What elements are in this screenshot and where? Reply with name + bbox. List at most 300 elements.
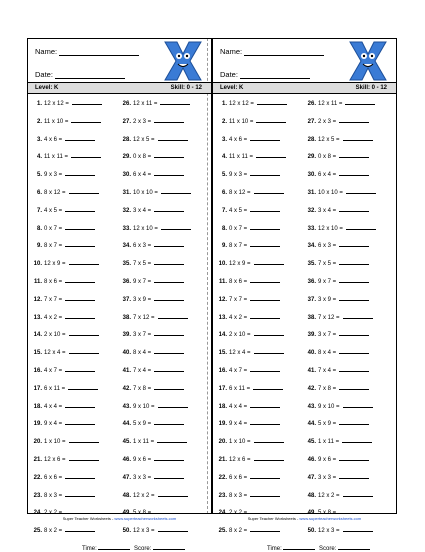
answer-line[interactable]	[339, 454, 369, 461]
header-box	[213, 39, 396, 82]
problem-number: 8.	[36, 225, 42, 232]
problem-row	[31, 312, 121, 330]
answer-line[interactable]	[250, 134, 280, 141]
problem-text: 5 x 8 =	[133, 510, 152, 517]
answer-line[interactable]	[250, 365, 280, 372]
answer-line[interactable]	[154, 116, 184, 123]
problem-text: 9 x 6 =	[133, 456, 152, 463]
answer-line[interactable]	[250, 205, 280, 212]
problem-number: 15.	[33, 350, 42, 357]
time-field[interactable]	[267, 543, 315, 552]
problem-number: 9.	[36, 243, 42, 250]
answer-line[interactable]	[154, 507, 184, 514]
answer-line[interactable]	[343, 525, 373, 532]
problem-row	[305, 134, 395, 152]
problem-text: 9 x 3 =	[229, 172, 248, 179]
answer-line[interactable]	[65, 276, 95, 283]
answer-line[interactable]	[154, 169, 184, 176]
problem-number: 30.	[307, 172, 316, 179]
problem-text: 2 x 3 =	[133, 118, 152, 125]
problem-number: 2.	[36, 118, 42, 125]
problem-text: 3 x 4 =	[318, 207, 337, 214]
problem-text: 2 x 3 =	[318, 118, 337, 125]
level-bar	[28, 82, 211, 94]
answer-line[interactable]	[339, 383, 369, 390]
problem-column-2	[120, 98, 210, 543]
answer-line[interactable]	[154, 258, 184, 265]
problem-number: 20.	[218, 439, 227, 446]
problem-text: 5 x 8 =	[318, 510, 337, 517]
answer-line[interactable]	[339, 347, 369, 354]
answer-line[interactable]	[250, 223, 280, 230]
problem-number: 12.	[218, 296, 227, 303]
problem-number: 19.	[33, 421, 42, 428]
answer-line[interactable]	[69, 258, 99, 265]
problem-row	[305, 187, 395, 205]
score-field[interactable]	[319, 543, 370, 552]
problem-text: 3 x 7 =	[133, 332, 152, 339]
answer-line[interactable]	[71, 151, 101, 158]
problem-number: 14.	[33, 332, 42, 339]
answer-line[interactable]	[160, 98, 190, 105]
problem-number: 43.	[307, 403, 316, 410]
problem-text: 0 x 7 =	[229, 225, 248, 232]
problem-row	[120, 312, 210, 330]
answer-line[interactable]	[339, 258, 369, 265]
answer-line[interactable]	[158, 134, 188, 141]
skill-label: Skill: 0 - 12	[170, 85, 202, 91]
problem-row	[31, 240, 121, 258]
problem-number: 27.	[307, 118, 316, 125]
problem-text: 7 x 5 =	[133, 261, 152, 268]
answer-line[interactable]	[346, 223, 376, 230]
problem-row	[305, 276, 395, 294]
problem-number: 16.	[218, 367, 227, 374]
problem-row	[216, 418, 306, 436]
answer-line[interactable]	[250, 507, 280, 514]
answer-line[interactable]	[339, 472, 369, 479]
answer-line[interactable]	[343, 312, 373, 319]
problem-text: 6 x 4 =	[133, 172, 152, 179]
problem-row	[31, 329, 121, 347]
problem-number: 49.	[122, 510, 131, 517]
problem-row	[216, 472, 306, 490]
problem-number: 13.	[218, 314, 227, 321]
problem-number: 3.	[36, 136, 42, 143]
problem-text: 4 x 2 =	[229, 314, 248, 321]
problem-number: 47.	[122, 474, 131, 481]
answer-line[interactable]	[158, 401, 188, 408]
score-field[interactable]	[134, 543, 185, 552]
problem-row	[305, 258, 395, 276]
problem-row	[305, 98, 395, 116]
problem-row	[305, 365, 395, 383]
problem-text: 4 x 7 =	[229, 367, 248, 374]
problem-number: 41.	[307, 367, 316, 374]
answer-line[interactable]	[158, 312, 188, 319]
problem-number: 41.	[122, 367, 131, 374]
problem-row	[120, 205, 210, 223]
problem-row	[31, 294, 121, 312]
answer-line[interactable]	[343, 401, 373, 408]
answer-line[interactable]	[154, 454, 184, 461]
answer-line[interactable]	[154, 365, 184, 372]
answer-line[interactable]	[254, 454, 284, 461]
problem-row	[120, 525, 210, 543]
level-label: Level: K	[35, 85, 59, 91]
problem-text: 4 x 2 =	[44, 314, 63, 321]
answer-line[interactable]	[65, 401, 95, 408]
answer-line[interactable]	[157, 436, 187, 443]
problem-text: 1 x 11 =	[318, 439, 340, 446]
answer-line[interactable]	[154, 383, 184, 390]
answer-line[interactable]	[65, 525, 95, 532]
problem-number: 39.	[122, 332, 131, 339]
answer-line[interactable]	[154, 472, 184, 479]
answer-line[interactable]	[256, 116, 286, 123]
problem-text: 12 x 12 =	[229, 101, 254, 107]
answer-line[interactable]	[154, 205, 184, 212]
problem-number: 33.	[307, 225, 316, 232]
problem-row	[216, 347, 306, 365]
answer-line[interactable]	[339, 169, 369, 176]
answer-line[interactable]	[65, 472, 95, 479]
answer-line[interactable]	[65, 507, 95, 514]
answer-line[interactable]	[339, 116, 369, 123]
name-field[interactable]	[220, 47, 324, 56]
problem-row	[31, 134, 121, 152]
answer-line[interactable]	[342, 436, 372, 443]
problem-row	[31, 223, 121, 241]
problem-row	[31, 454, 121, 472]
problem-text: 8 x 3 =	[229, 492, 248, 499]
answer-line[interactable]	[339, 240, 369, 247]
problem-row	[31, 401, 121, 419]
problem-text: 9 x 4 =	[44, 421, 63, 428]
problem-number: 32.	[307, 207, 316, 214]
problem-number: 17.	[33, 385, 42, 392]
problem-text: 4 x 5 =	[229, 207, 248, 214]
problem-row	[120, 240, 210, 258]
problem-number: 46.	[122, 456, 131, 463]
problem-number: 30.	[122, 172, 131, 179]
problem-row	[216, 240, 306, 258]
problem-number: 18.	[33, 403, 42, 410]
problem-number: 18.	[218, 403, 227, 410]
score-line	[153, 543, 185, 550]
problem-number: 20.	[33, 439, 42, 446]
problem-text: 11 x 11 =	[44, 154, 68, 161]
problem-row	[216, 294, 306, 312]
problem-row	[305, 169, 395, 187]
problem-number: 40.	[122, 350, 131, 357]
problem-row	[305, 490, 395, 508]
problem-row	[120, 454, 210, 472]
answer-line[interactable]	[250, 525, 280, 532]
problem-row	[31, 116, 121, 134]
answer-line[interactable]	[69, 187, 99, 194]
problem-text: 12 x 9 =	[44, 261, 66, 268]
problem-text: 11 x 10 =	[44, 118, 69, 125]
problem-text: 8 x 6 =	[229, 278, 248, 285]
problem-text: 8 x 7 =	[44, 243, 63, 250]
problem-number: 28.	[307, 136, 316, 143]
problem-text: 2 x 2 =	[229, 510, 248, 517]
answer-line[interactable]	[339, 276, 369, 283]
problem-number: 23.	[33, 492, 42, 499]
answer-line[interactable]	[339, 418, 369, 425]
name-field[interactable]	[35, 47, 139, 56]
problem-text: 12 x 6 =	[229, 456, 251, 463]
answer-line[interactable]	[250, 169, 280, 176]
answer-line[interactable]	[158, 525, 188, 532]
problem-number: 26.	[122, 101, 131, 107]
problem-text: 0 x 8 =	[133, 154, 152, 161]
problem-text: 8 x 12 =	[229, 189, 251, 196]
answer-line[interactable]	[154, 418, 184, 425]
problem-row	[120, 116, 210, 134]
answer-line[interactable]	[65, 365, 95, 372]
answer-line[interactable]	[254, 347, 284, 354]
answer-line[interactable]	[69, 454, 99, 461]
problem-row	[216, 329, 306, 347]
problem-number: 24.	[33, 510, 42, 517]
problem-text: 6 x 4 =	[318, 172, 337, 179]
level-label: Level: K	[220, 85, 244, 91]
problem-text: 3 x 9 =	[133, 296, 152, 303]
answer-line[interactable]	[250, 401, 280, 408]
answer-line[interactable]	[254, 329, 284, 336]
problem-row	[120, 294, 210, 312]
answer-line[interactable]	[158, 490, 188, 497]
answer-line[interactable]	[161, 187, 191, 194]
problem-column-1	[31, 98, 121, 543]
problem-row	[120, 98, 210, 116]
problem-row	[305, 525, 395, 543]
date-line	[55, 70, 125, 79]
problem-number: 17.	[218, 385, 227, 392]
answer-line[interactable]	[339, 294, 369, 301]
credit-url[interactable]: www.superteacherworksheets.com	[114, 516, 177, 521]
problem-row	[31, 98, 121, 116]
problem-number: 47.	[307, 474, 316, 481]
answer-line[interactable]	[154, 240, 184, 247]
problem-number: 44.	[122, 421, 131, 428]
problem-text: 12 x 2 =	[318, 492, 340, 499]
answer-line[interactable]	[65, 240, 95, 247]
date-line	[240, 70, 310, 79]
date-label: Date:	[220, 70, 238, 79]
answer-line[interactable]	[161, 223, 191, 230]
problem-number: 14.	[218, 332, 227, 339]
problem-row	[31, 347, 121, 365]
problem-number: 49.	[307, 510, 316, 517]
time-label: Time:	[267, 546, 282, 552]
problem-text: 12 x 3 =	[133, 528, 155, 535]
answer-line[interactable]	[250, 312, 280, 319]
answer-line[interactable]	[250, 472, 280, 479]
problem-row	[31, 436, 121, 454]
answer-line[interactable]	[69, 347, 99, 354]
problem-text: 7 x 4 =	[133, 367, 152, 374]
problem-text: 7 x 12 =	[133, 314, 155, 321]
answer-line[interactable]	[69, 436, 99, 443]
problem-text: 10 x 10 =	[318, 189, 343, 196]
problem-text: 6 x 6 =	[44, 474, 63, 481]
answer-line[interactable]	[254, 187, 284, 194]
answer-line[interactable]	[154, 276, 184, 283]
problem-number: 1.	[221, 101, 227, 107]
problem-number: 25.	[218, 528, 227, 535]
answer-line[interactable]	[154, 347, 184, 354]
problem-column-2	[305, 98, 395, 543]
answer-line[interactable]	[339, 365, 369, 372]
answer-line[interactable]	[65, 223, 95, 230]
problem-number: 48.	[122, 492, 131, 499]
answer-line[interactable]	[154, 329, 184, 336]
answer-line[interactable]	[65, 134, 95, 141]
problem-number: 44.	[307, 421, 316, 428]
answer-line[interactable]	[343, 490, 373, 497]
problem-text: 4 x 4 =	[229, 403, 248, 410]
problem-row	[216, 258, 306, 276]
problem-row	[216, 401, 306, 419]
answer-line[interactable]	[65, 294, 95, 301]
problem-number: 46.	[307, 456, 316, 463]
problem-row	[120, 365, 210, 383]
answer-line[interactable]	[339, 329, 369, 336]
problem-number: 28.	[122, 136, 131, 143]
problem-row	[305, 401, 395, 419]
problem-row	[216, 454, 306, 472]
answer-line[interactable]	[65, 169, 95, 176]
problem-text: 1 x 10 =	[229, 439, 251, 446]
answer-line[interactable]	[250, 276, 280, 283]
answer-line[interactable]	[254, 436, 284, 443]
answer-line[interactable]	[71, 116, 101, 123]
answer-line[interactable]	[65, 490, 95, 497]
problem-number: 42.	[307, 385, 316, 392]
problem-text: 9 x 4 =	[229, 421, 248, 428]
answer-line[interactable]	[345, 98, 375, 105]
problem-text: 8 x 2 =	[229, 528, 248, 535]
problem-number: 4.	[221, 154, 227, 161]
credit-url[interactable]: www.superteacherworksheets.com	[299, 516, 362, 521]
problem-text: 8 x 2 =	[44, 528, 63, 535]
problem-text: 7 x 8 =	[133, 385, 152, 392]
problem-row	[216, 116, 306, 134]
problem-number: 40.	[307, 350, 316, 357]
problem-number: 24.	[218, 510, 227, 517]
problem-text: 12 x 5 =	[133, 136, 155, 143]
answer-line[interactable]	[154, 151, 184, 158]
problem-text: 1 x 10 =	[44, 439, 66, 446]
problem-text: 12 x 9 =	[229, 261, 251, 268]
answer-line[interactable]	[154, 294, 184, 301]
problem-row	[216, 525, 306, 543]
problem-number: 9.	[221, 243, 227, 250]
problem-row	[216, 98, 306, 116]
answer-line[interactable]	[339, 151, 369, 158]
problem-text: 8 x 3 =	[44, 492, 63, 499]
date-field[interactable]	[220, 70, 310, 79]
problem-row	[216, 187, 306, 205]
problem-number: 3.	[221, 136, 227, 143]
answer-line[interactable]	[250, 490, 280, 497]
problem-number: 50.	[122, 528, 131, 535]
answer-line[interactable]	[69, 329, 99, 336]
problem-number: 32.	[122, 207, 131, 214]
credit-text: Super Teacher Worksheets -	[247, 516, 300, 521]
answer-line[interactable]	[346, 187, 376, 194]
problem-row	[120, 418, 210, 436]
answer-line[interactable]	[257, 98, 287, 105]
problem-text: 7 x 7 =	[44, 296, 63, 303]
problem-row	[305, 383, 395, 401]
header-box	[28, 39, 211, 82]
answer-line[interactable]	[256, 151, 286, 158]
name-label: Name:	[220, 47, 243, 56]
problem-number: 15.	[218, 350, 227, 357]
answer-line[interactable]	[339, 205, 369, 212]
answer-line[interactable]	[250, 418, 280, 425]
problem-row	[216, 490, 306, 508]
problem-text: 5 x 9 =	[318, 421, 337, 428]
answer-line[interactable]	[339, 507, 369, 514]
answer-line[interactable]	[253, 383, 283, 390]
problem-row	[31, 169, 121, 187]
credit-line	[27, 516, 212, 521]
problem-number: 25.	[33, 528, 42, 535]
problem-row	[120, 223, 210, 241]
problem-number: 43.	[122, 403, 131, 410]
problem-row	[120, 276, 210, 294]
problem-row	[120, 151, 210, 169]
date-field[interactable]	[35, 70, 125, 79]
problem-number: 2.	[221, 118, 227, 125]
problem-number: 33.	[122, 225, 131, 232]
answer-line[interactable]	[72, 98, 102, 105]
answer-line[interactable]	[343, 134, 373, 141]
time-field[interactable]	[82, 543, 130, 552]
problem-number: 11.	[33, 278, 42, 285]
problem-number: 31.	[122, 189, 131, 196]
problem-row	[120, 401, 210, 419]
answer-line[interactable]	[65, 312, 95, 319]
answer-line[interactable]	[65, 205, 95, 212]
problem-row	[120, 436, 210, 454]
problem-number: 37.	[122, 296, 131, 303]
problem-text: 3 x 4 =	[133, 207, 152, 214]
problem-row	[31, 472, 121, 490]
problem-row	[120, 490, 210, 508]
problem-row	[120, 134, 210, 152]
problem-text: 7 x 7 =	[229, 296, 248, 303]
answer-line[interactable]	[250, 294, 280, 301]
answer-line[interactable]	[250, 240, 280, 247]
problem-number: 26.	[307, 101, 316, 107]
problem-number: 27.	[122, 118, 131, 125]
problem-text: 12 x 4 =	[229, 350, 251, 357]
answer-line[interactable]	[65, 418, 95, 425]
problem-number: 23.	[218, 492, 227, 499]
problem-number: 38.	[122, 314, 131, 321]
answer-line[interactable]	[254, 258, 284, 265]
answer-line[interactable]	[68, 383, 98, 390]
problem-row	[305, 312, 395, 330]
problem-number: 42.	[122, 385, 131, 392]
problem-number: 7.	[36, 207, 42, 214]
